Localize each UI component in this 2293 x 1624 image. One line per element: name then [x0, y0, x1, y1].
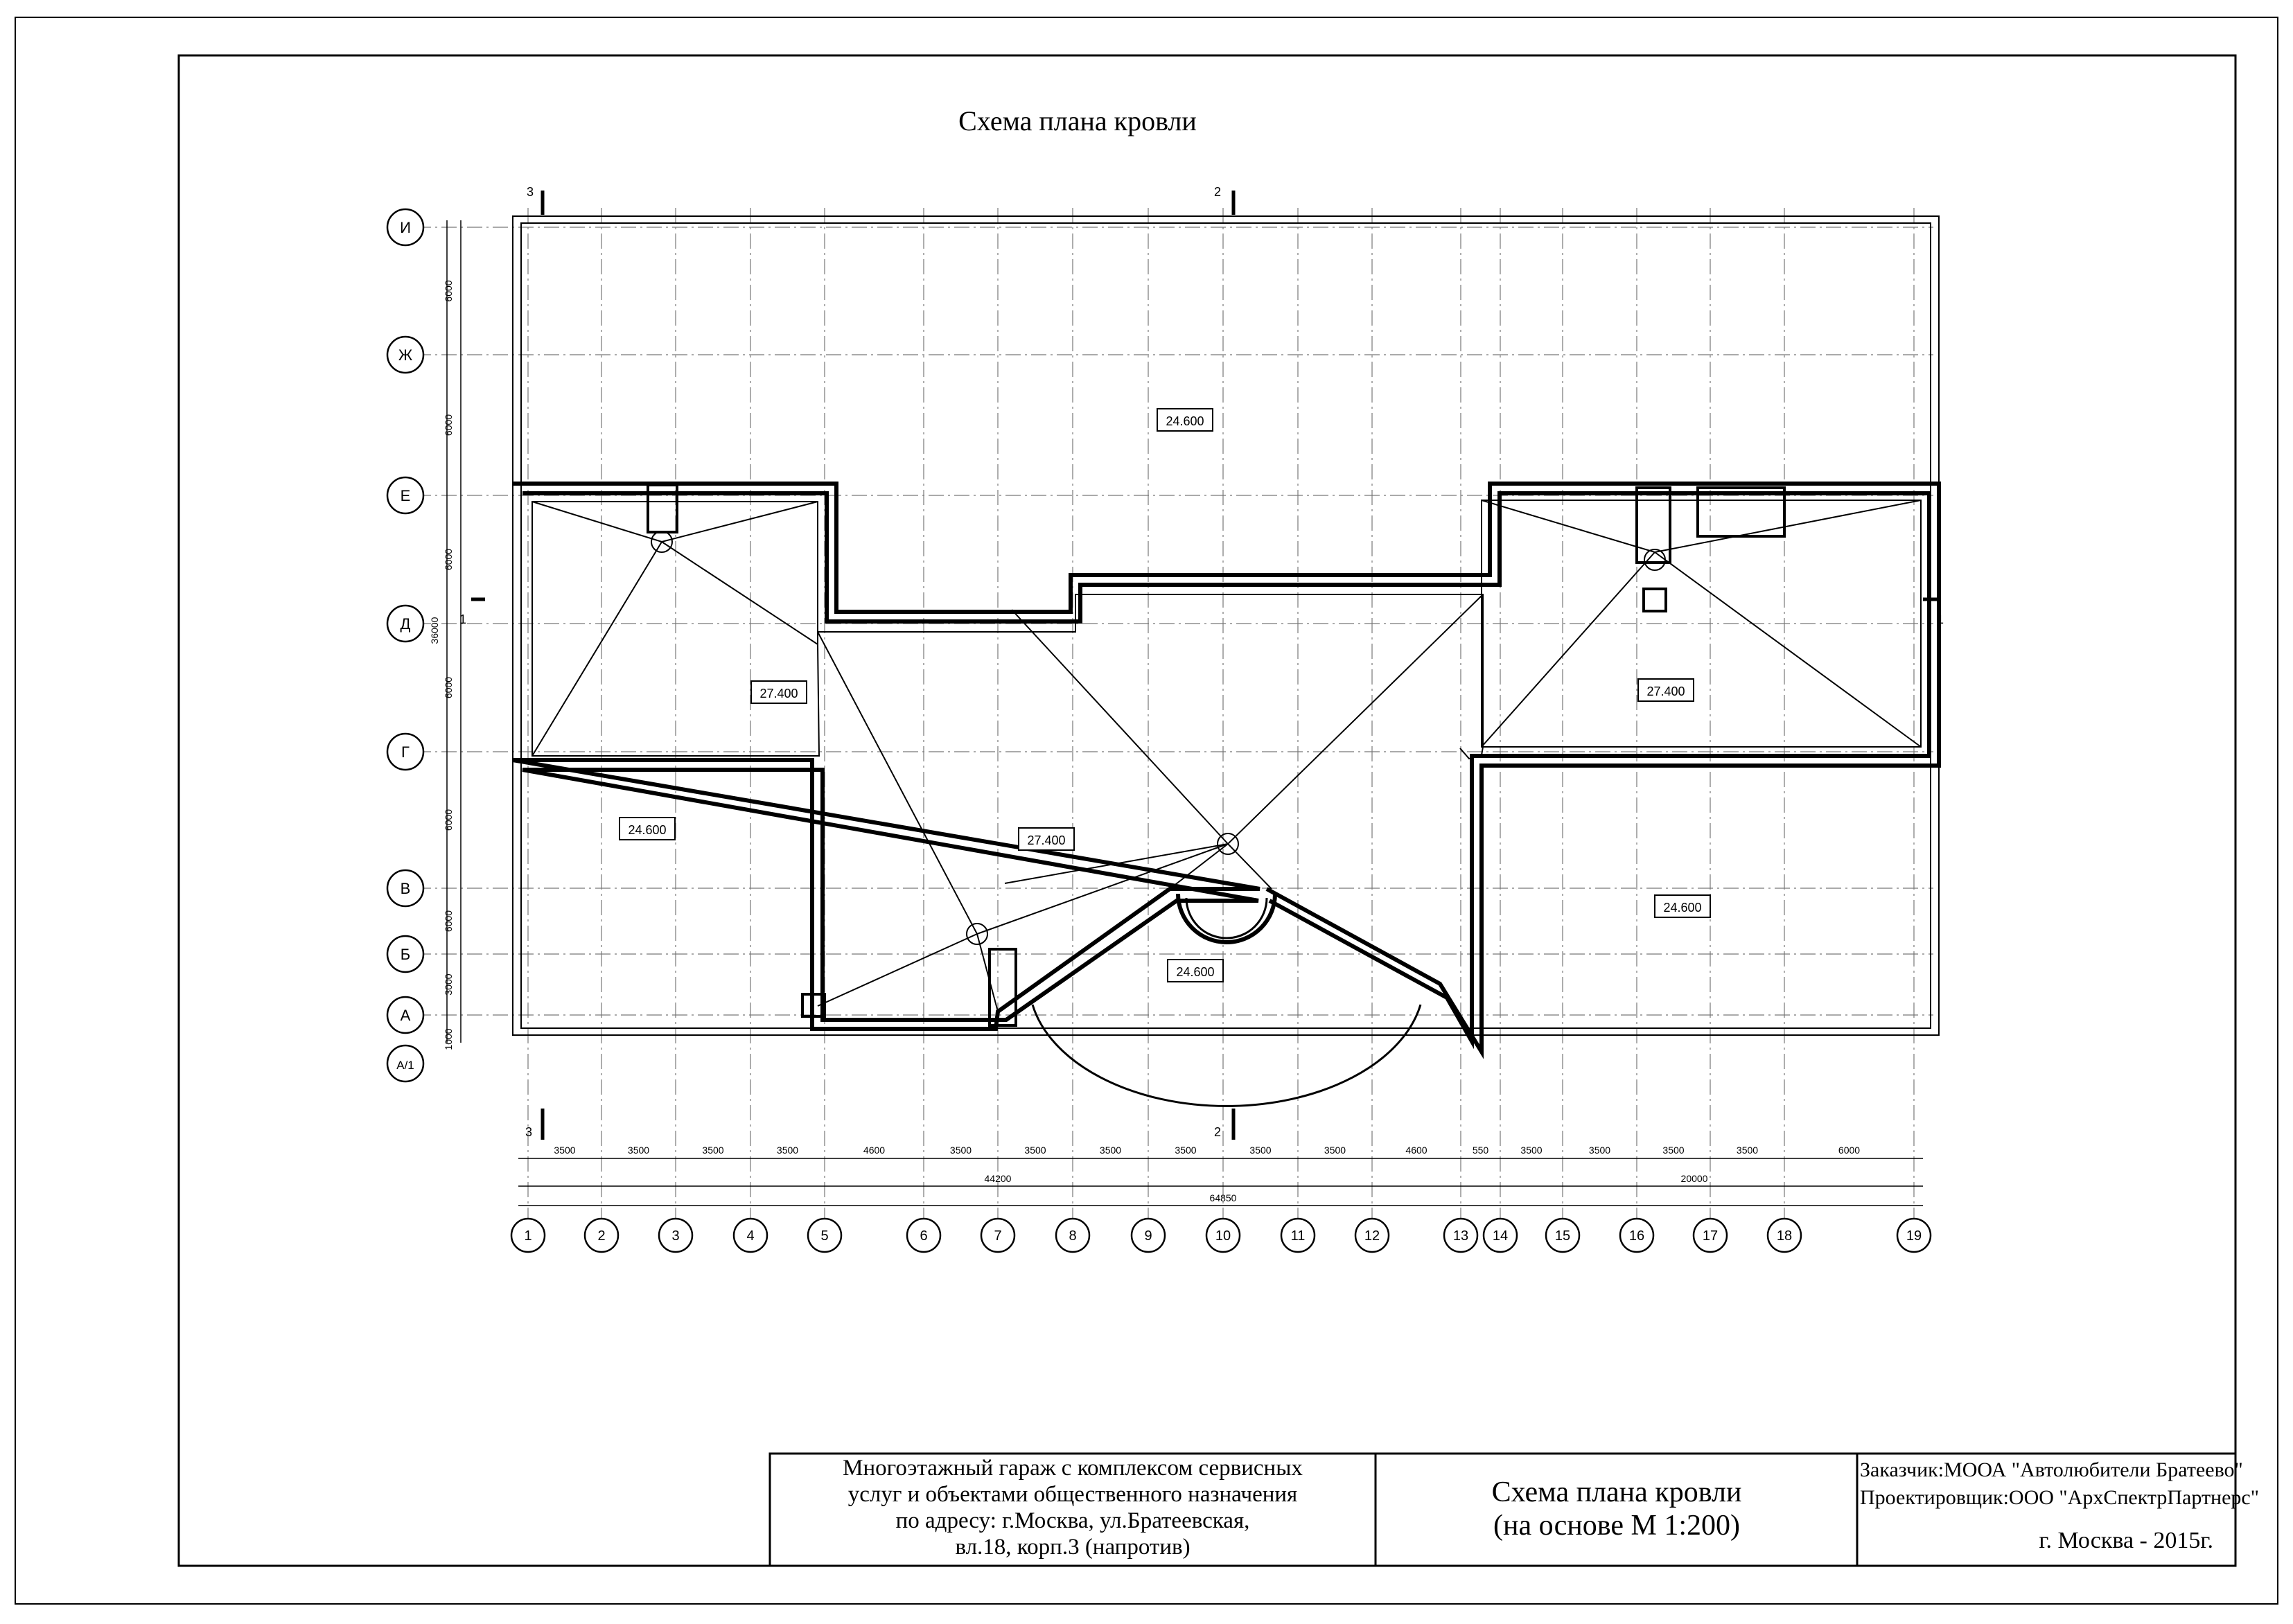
- column-axis-marker: [1056, 1219, 1089, 1252]
- column-axis-label: 17: [1702, 1228, 1719, 1244]
- column-axis-marker: [1694, 1219, 1727, 1252]
- column-axis-marker: [1897, 1219, 1931, 1252]
- elevation-label: [1168, 960, 1223, 982]
- row-dim-text: 1000: [443, 1028, 454, 1050]
- col-dim-text: 3500: [1662, 1145, 1685, 1156]
- col-dim-text: 3500: [1249, 1145, 1272, 1156]
- col-dim-text: 3500: [1588, 1145, 1611, 1156]
- elevation-value: 27.400: [1027, 833, 1066, 847]
- drawing-title: Схема плана кровли: [958, 105, 1197, 136]
- row-axis-label: Г: [401, 743, 410, 761]
- row-axis-label: Е: [400, 487, 411, 504]
- row-dim-text: 3000: [443, 973, 454, 996]
- column-axis-label: 9: [1144, 1228, 1152, 1244]
- col-dim-text: 3500: [1520, 1145, 1543, 1156]
- col-dim-text: 3500: [949, 1145, 972, 1156]
- column-axis-marker: [1444, 1219, 1477, 1252]
- elevation-value: 27.400: [1646, 685, 1685, 698]
- column-axis-label: 8: [1069, 1228, 1077, 1244]
- elevation-label: [1638, 679, 1694, 701]
- col-total-text: 44200: [984, 1173, 1012, 1184]
- column-axis-label: 18: [1776, 1228, 1793, 1244]
- column-axis-label: 4: [746, 1228, 755, 1244]
- row-dim-text: 6000: [443, 414, 454, 436]
- project-line: вл.18, корп.3 (напротив): [955, 1535, 1191, 1560]
- elevation-value: 24.600: [1663, 901, 1702, 915]
- column-axis-label: 2: [597, 1228, 606, 1244]
- column-axis-marker: [511, 1219, 545, 1252]
- row-axis-label: Ж: [398, 346, 413, 364]
- row-dim-text: 6000: [443, 809, 454, 831]
- column-axis-label: 6: [920, 1228, 928, 1244]
- section-3-bottom: 3: [525, 1125, 533, 1139]
- elevation-value: 24.600: [1166, 414, 1204, 428]
- elevation-label: [751, 681, 807, 703]
- designer: Проектировщик:ООО "АрхСпектрПартнерс": [1860, 1486, 2259, 1509]
- col-dim-text: 3500: [1175, 1145, 1197, 1156]
- row-axis-label: И: [400, 219, 411, 236]
- column-axis-marker: [1620, 1219, 1653, 1252]
- col-dim-text: 3500: [776, 1145, 799, 1156]
- column-axis-label: 3: [671, 1228, 680, 1244]
- row-dim-text: 6000: [443, 280, 454, 302]
- row-dimensions: [429, 220, 461, 1050]
- city-year: г. Москва - 2015г.: [2039, 1528, 2213, 1553]
- axis-grid: [416, 208, 1933, 1226]
- col-dim-text: 3500: [627, 1145, 650, 1156]
- column-axis-label: 10: [1215, 1228, 1231, 1244]
- customer: Заказчик:МООА "Автолюбители Братеево": [1860, 1458, 2243, 1481]
- column-axis-marker: [1768, 1219, 1801, 1252]
- elevation-value: 24.600: [628, 823, 667, 837]
- section-2-top: 2: [1214, 185, 1222, 199]
- row-axis-label: Б: [400, 946, 411, 963]
- column-axis-marker: [1484, 1219, 1517, 1252]
- section-marks: [471, 191, 1939, 1140]
- project-line: по адресу: г.Москва, ул.Братеевская,: [895, 1508, 1250, 1533]
- row-axis-label: В: [400, 880, 411, 897]
- elevation-value: 27.400: [759, 687, 798, 700]
- col-dim-text: 3500: [1024, 1145, 1046, 1156]
- column-axis-marker: [1206, 1219, 1240, 1252]
- column-axis-marker: [1132, 1219, 1165, 1252]
- row-axis-label: А: [400, 1007, 411, 1024]
- inner-frame: [179, 55, 2259, 1566]
- col-dim-text: 550: [1472, 1145, 1489, 1156]
- row-axis-marker: [387, 337, 423, 373]
- col-total-text: 20000: [1680, 1173, 1708, 1184]
- row-axis-label: Д: [400, 615, 411, 633]
- elevation-value: 24.600: [1176, 965, 1215, 979]
- arc-bay: [1033, 894, 1421, 1106]
- row-axis-marker: [387, 209, 423, 245]
- col-total-text: 64850: [1209, 1192, 1237, 1203]
- column-axis-label: 15: [1554, 1228, 1571, 1244]
- col-dim-text: 3500: [554, 1145, 576, 1156]
- sheet-title: [1379, 1476, 1854, 1542]
- section-1-left: 1: [459, 612, 467, 626]
- column-axis-label: 1: [524, 1228, 532, 1244]
- column-axis-label: 16: [1628, 1228, 1645, 1244]
- row-dim-text: 6000: [443, 548, 454, 571]
- column-axis-label: 14: [1492, 1228, 1509, 1244]
- sheet-title-line: (на основе М 1:200): [1493, 1510, 1740, 1542]
- project-description: [773, 1455, 1373, 1560]
- elevation-label: [620, 818, 675, 840]
- row-axis-marker: [387, 870, 423, 906]
- company-info: [1860, 1456, 2259, 1555]
- column-axis-marker: [734, 1219, 767, 1252]
- row-axis-marker: [387, 606, 423, 642]
- col-dim-text: 4600: [1405, 1145, 1427, 1156]
- column-axis-label: 19: [1906, 1228, 1922, 1244]
- row-axis-marker: [387, 936, 423, 972]
- column-axis-marker: [907, 1219, 940, 1252]
- column-axis-marker: [981, 1219, 1014, 1252]
- elevation-label: [1655, 895, 1710, 917]
- row-total-text: 36000: [429, 617, 440, 644]
- col-dim-text: 3500: [702, 1145, 724, 1156]
- section-2-bottom: 2: [1214, 1125, 1222, 1139]
- col-dim-text: 3500: [1099, 1145, 1122, 1156]
- section-1-right: 1: [1937, 612, 1944, 626]
- row-axis-marker: [387, 477, 423, 513]
- project-line: услуг и объектами общественного назначения: [847, 1482, 1298, 1507]
- parapets: [513, 484, 1939, 1052]
- col-dim-text: 3500: [1736, 1145, 1759, 1156]
- column-axis-marker: [1355, 1219, 1389, 1252]
- row-axis-marker: [387, 734, 423, 770]
- column-axis-marker: [585, 1219, 618, 1252]
- column-axes: [511, 1219, 1931, 1252]
- elevation-label: [1019, 828, 1074, 850]
- column-axis-label: 7: [994, 1228, 1002, 1244]
- row-dim-text: 6000: [443, 676, 454, 699]
- roof-outline: [513, 216, 1939, 1035]
- column-axis-marker: [1546, 1219, 1579, 1252]
- column-axis-marker: [1281, 1219, 1315, 1252]
- col-dim-text: 6000: [1838, 1145, 1861, 1156]
- row-axis-marker: [387, 1045, 423, 1082]
- column-axis-label: 5: [820, 1228, 829, 1244]
- row-axis-marker: [387, 997, 423, 1033]
- col-dim-text: 3500: [1324, 1145, 1346, 1156]
- col-dim-text: 4600: [863, 1145, 886, 1156]
- row-axis-label: А/1: [396, 1059, 414, 1072]
- column-dimensions: [518, 1145, 1923, 1206]
- elevation-label: [1157, 409, 1213, 431]
- section-3-top: 3: [527, 185, 534, 199]
- column-axis-label: 11: [1290, 1228, 1306, 1244]
- sheet-title-line: Схема плана кровли: [1491, 1476, 1742, 1508]
- column-axis-label: 12: [1364, 1228, 1380, 1244]
- project-line: Многоэтажный гараж с комплексом сервисных: [843, 1456, 1303, 1481]
- column-axis-marker: [808, 1219, 841, 1252]
- column-axis-marker: [659, 1219, 692, 1252]
- column-axis-label: 13: [1452, 1228, 1469, 1244]
- row-axes: [387, 209, 423, 1082]
- row-dim-text: 6000: [443, 910, 454, 933]
